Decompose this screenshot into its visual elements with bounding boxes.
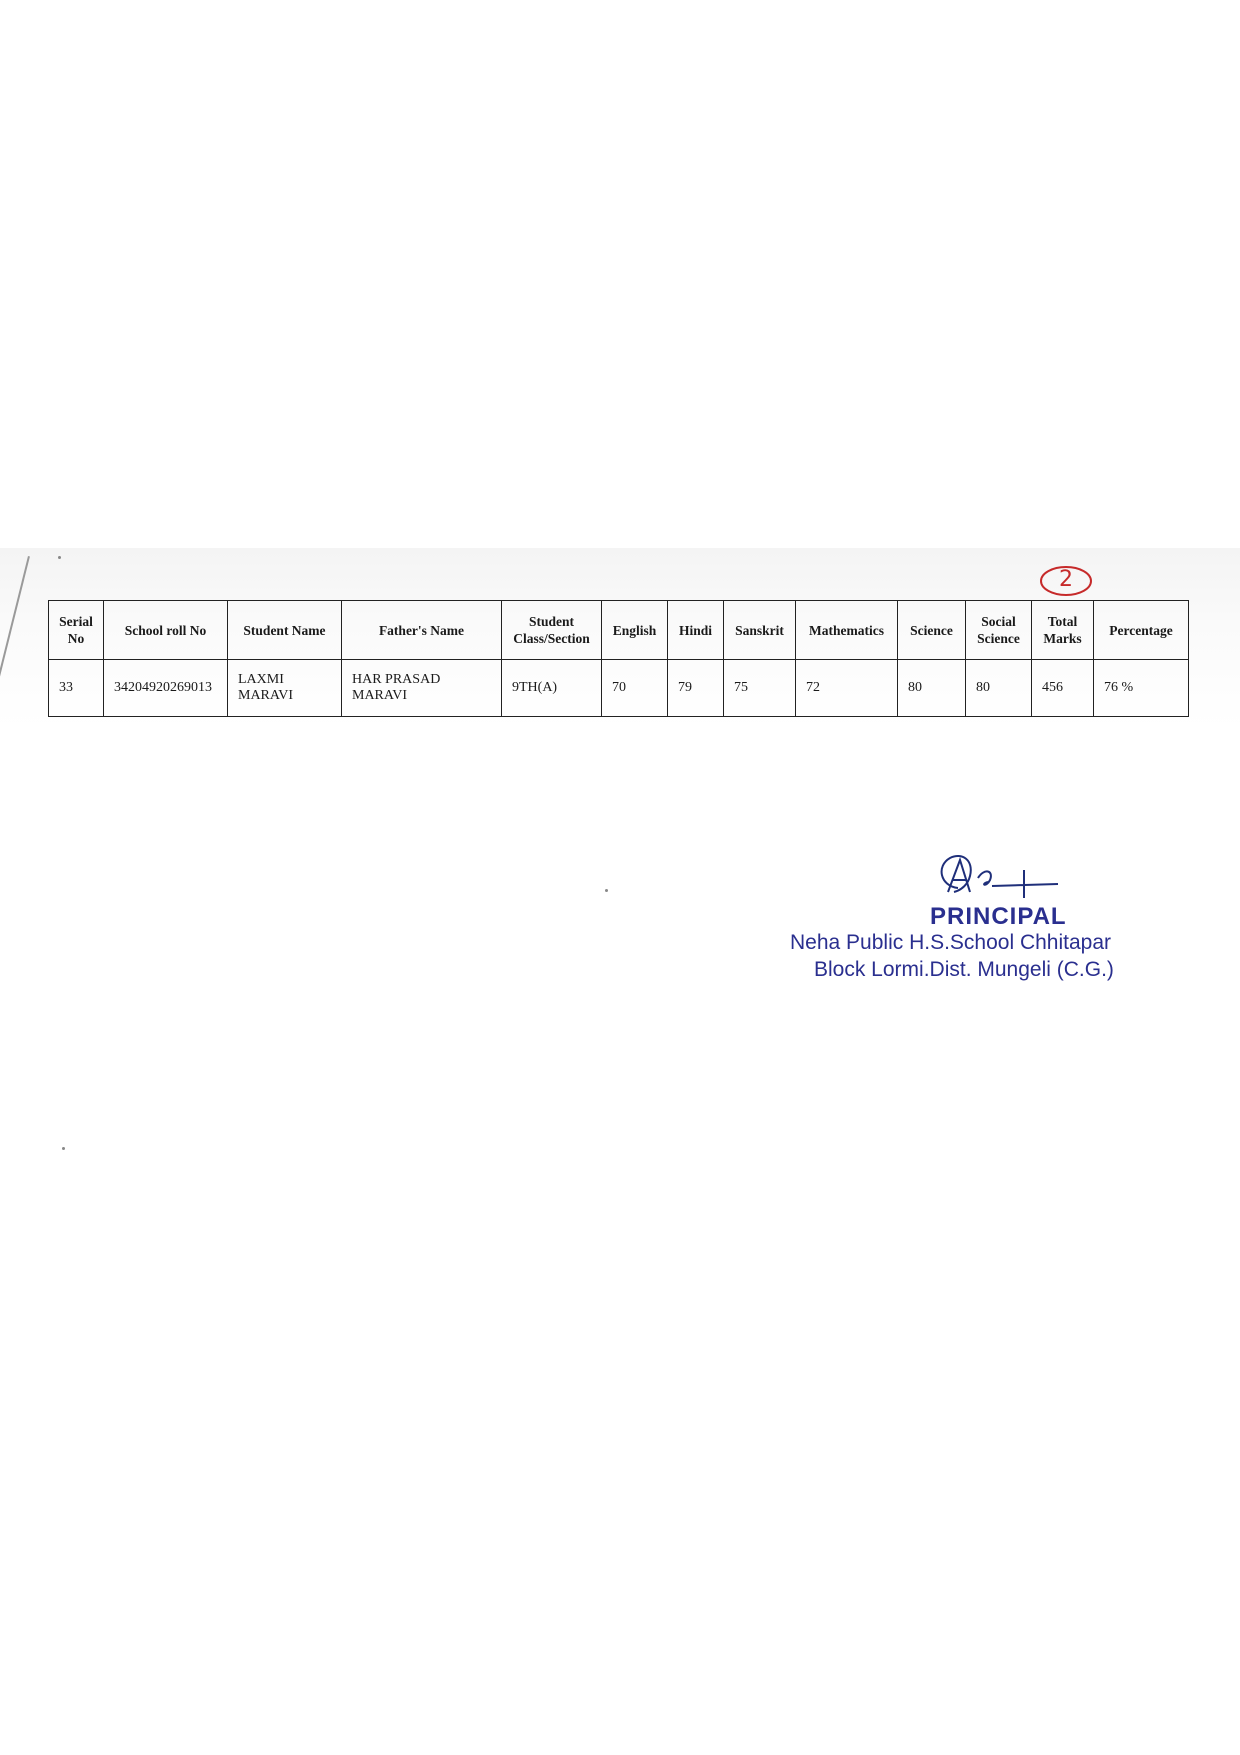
- header-sanskrit: Sanskrit: [724, 601, 796, 660]
- table-header-row: [49, 601, 1189, 660]
- cell-social-science: 80: [966, 660, 1032, 717]
- stamp-address: Block Lormi.Dist. Mungeli (C.G.): [814, 958, 1114, 981]
- cell-class-section: 9TH(A): [502, 660, 602, 717]
- cell-percentage: 76 %: [1094, 660, 1189, 717]
- header-social-science: Social Science: [966, 601, 1032, 660]
- header-mathematics: Mathematics: [796, 601, 898, 660]
- cell-school-roll-no: 34204920269013: [104, 660, 228, 717]
- cell-total-marks: 456: [1032, 660, 1094, 717]
- scan-speck: [605, 889, 608, 892]
- page-number-mark: [1038, 563, 1094, 599]
- header-percentage: Percentage: [1094, 601, 1189, 660]
- table-row: [49, 660, 1189, 717]
- stamp-school: Neha Public H.S.School Chhitapar: [790, 931, 1112, 954]
- header-fathers-name: Father's Name: [342, 601, 502, 660]
- cell-english: 70: [602, 660, 668, 717]
- principal-stamp: [790, 904, 1190, 984]
- stamp-role: PRINCIPAL: [930, 903, 1067, 930]
- cell-science: 80: [898, 660, 966, 717]
- header-serial-no: Serial No: [49, 601, 104, 660]
- cell-student-name: LAXMI MARAVI: [228, 660, 342, 717]
- header-student-name: Student Name: [228, 601, 342, 660]
- header-hindi: Hindi: [668, 601, 724, 660]
- cell-hindi: 79: [668, 660, 724, 717]
- header-science: Science: [898, 601, 966, 660]
- cell-sanskrit: 75: [724, 660, 796, 717]
- page-number: 2: [1059, 567, 1073, 592]
- scan-speck: [58, 556, 61, 559]
- header-total-marks: Total Marks: [1032, 601, 1094, 660]
- cell-serial-no: 33: [49, 660, 104, 717]
- scan-speck: [62, 1147, 65, 1150]
- header-school-roll-no: School roll No: [104, 601, 228, 660]
- marks-table: [48, 600, 1189, 717]
- cell-mathematics: 72: [796, 660, 898, 717]
- header-english: English: [602, 601, 668, 660]
- cell-fathers-name: HAR PRASAD MARAVI: [342, 660, 502, 717]
- header-class-section: Student Class/Section: [502, 601, 602, 660]
